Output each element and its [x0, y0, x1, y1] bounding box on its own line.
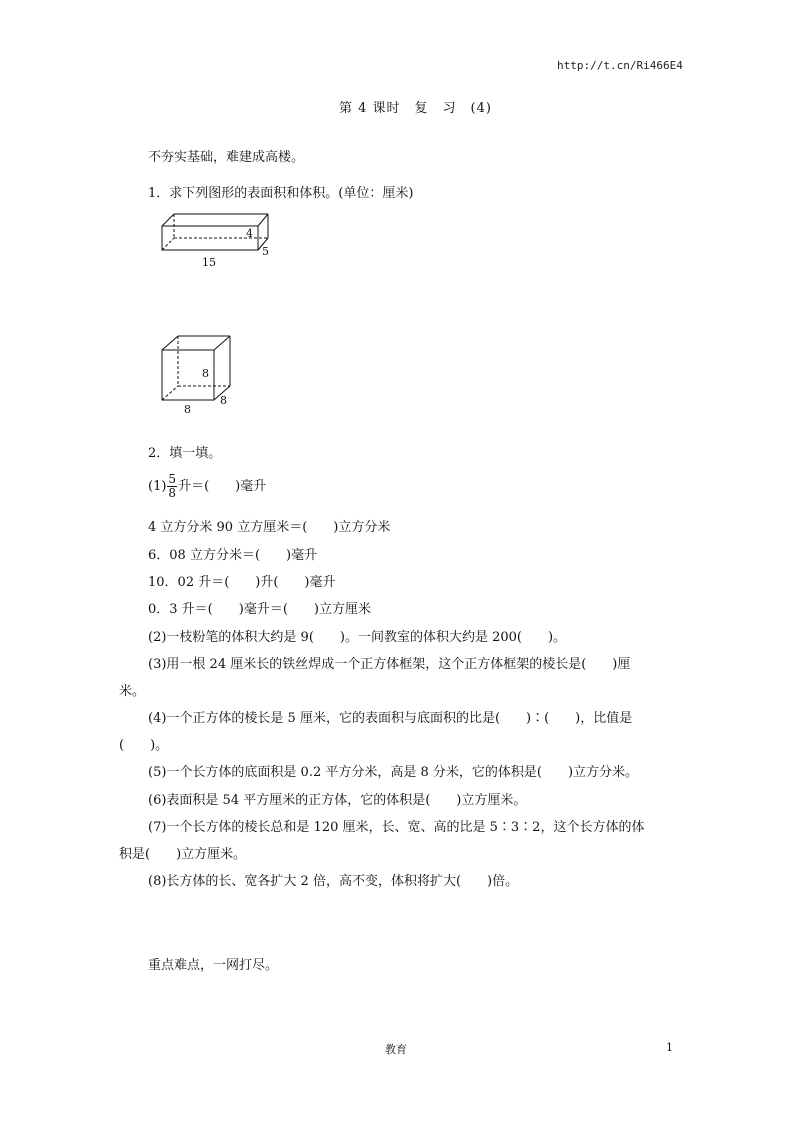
question-2-heading: 2．填一填。 [148, 446, 222, 461]
q2-part-3-line-2: 米。 [119, 684, 146, 699]
q2-line-b: 6．08 立方分米＝( )毫升 [148, 548, 318, 563]
q2-part-7-line-1: (7)一个长方体的棱长总和是 120 厘米，长、宽、高的比是 5∶3∶2，这个长方体的体 [148, 820, 645, 835]
page-number: 1 [666, 1041, 673, 1054]
cuboid-width-label: 5 [262, 245, 269, 258]
q2-line-a: 4 立方分米 90 立方厘米＝( )立方分米 [148, 520, 391, 535]
q2-part-8: (8)长方体的长、宽各扩大 2 倍，高不变，体积将扩大( )倍。 [148, 874, 519, 889]
fraction-denominator: 8 [168, 486, 177, 500]
q2-part-7-line-2: 积是( )立方厘米。 [119, 847, 247, 862]
cuboid-height-label: 4 [246, 227, 253, 240]
q2-part-6: (6)表面积是 54 平方厘米的正方体，它的体积是( )立方厘米。 [148, 793, 527, 808]
footer-center: 教育 [385, 1043, 407, 1056]
cuboid-length-label: 15 [202, 256, 216, 269]
cube-height-label: 8 [202, 367, 209, 380]
section-2-heading: 重点难点，一网打尽。 [148, 958, 279, 973]
source-url[interactable]: http://t.cn/Ri466E4 [557, 59, 683, 72]
q2-part-2: (2)一枝粉笔的体积大约是 9( )。一间教室的体积大约是 200( )。 [148, 630, 567, 645]
cube-width-label: 8 [220, 394, 227, 407]
q2-part-4-line-2: ( )。 [119, 738, 169, 753]
cube-figure [158, 332, 248, 418]
cuboid-figure [158, 210, 278, 270]
motto: 不夯实基础，难建成高楼。 [148, 150, 305, 165]
q2-line-d: 0．3 升＝( )毫升＝( )立方厘米 [148, 602, 371, 617]
q2-part-3-line-1: (3)用一根 24 厘米长的铁丝焊成一个正方体框架，这个正方体框架的棱长是( )厘 [148, 657, 631, 672]
page-title: 第 4 课时 复 习 (4) [339, 101, 492, 116]
q2-part-1-rest: 升＝( )毫升 [178, 479, 267, 494]
fraction-numerator: 5 [168, 472, 177, 486]
q2-part-4-line-1: (4)一个正方体的棱长是 5 厘米，它的表面积与底面积的比是( )∶( )，比值是 [148, 711, 633, 726]
q2-part-1 [148, 473, 266, 500]
fraction [167, 473, 177, 500]
q2-part-5: (5)一个长方体的底面积是 0.2 平方分米，高是 8 分米，它的体积是( )立方分米。 [148, 765, 639, 780]
q2-line-c: 10．02 升＝( )升( )毫升 [148, 575, 336, 590]
cube-length-label: 8 [184, 403, 191, 416]
question-1: 1．求下列图形的表面积和体积。(单位：厘米) [148, 186, 414, 201]
q2-part-1-prefix: (1) [148, 479, 167, 494]
